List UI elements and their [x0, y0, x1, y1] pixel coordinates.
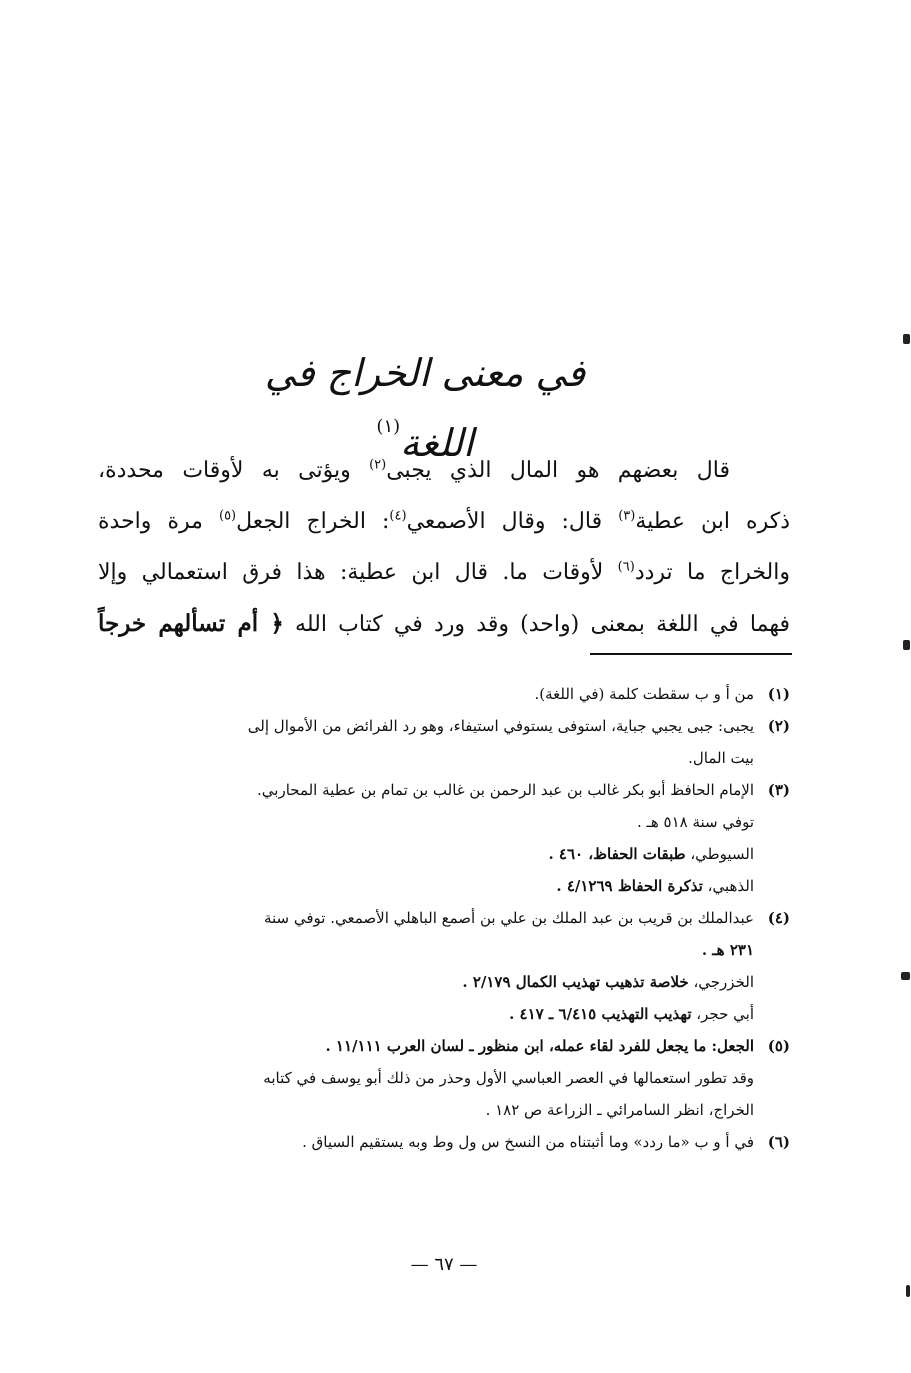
footnote-5	[98, 1030, 790, 1126]
title-footnote-ref: (١)	[376, 416, 401, 437]
body-text-segment: ويؤتى به لأوقات محددة،	[98, 458, 370, 483]
footnote-text: الجعل: ما يجعل للفرد لقاء عمله، ابن منظور ـ لسان العرب ١١/١١١ .	[325, 1037, 754, 1055]
reference-title: طبقات الحفاظ، ٤٦٠ .	[548, 845, 686, 863]
reference-title: تذكرة الحفاظ ٤/١٢٦٩ .	[556, 877, 703, 895]
quran-quote: ﴿ أم تسألهم خرجاً	[98, 610, 284, 637]
footnote-ref: (٢)	[369, 457, 387, 473]
chapter-title	[260, 338, 590, 465]
body-text-segment: قال بعضهم هو المال الذي يجبى	[386, 458, 730, 483]
footnote-text: في أ و ب «ما ردد» وما أثبتناه من النسخ س ول وط وبه يستقيم السياق .	[302, 1133, 754, 1151]
body-line-2	[98, 496, 790, 547]
footnote-continuation	[98, 934, 790, 966]
footnote-ref: (٦)	[617, 559, 635, 575]
footnote-number: (٥)	[767, 1037, 790, 1055]
footnote-continuation: الخراج، انظر السامرائي ـ الزراعة ص ١٨٢ .	[485, 1101, 754, 1119]
body-text-segment: مرة واحدة	[98, 509, 219, 534]
reference-author: السيوطي،	[685, 845, 754, 863]
footnote-number: (٢)	[767, 717, 790, 735]
scan-edge-mark	[901, 972, 910, 980]
main-paragraph	[98, 445, 790, 649]
reference-title: تهذيب التهذيب ٦/٤١٥ ـ ٤١٧ .	[509, 1005, 692, 1023]
scan-edge-mark	[903, 640, 910, 650]
reference-author: الذهبي،	[702, 877, 754, 895]
body-line-4	[98, 598, 790, 649]
footnote-3	[98, 774, 790, 902]
chapter-title-text: في معنى الخراج في اللغة	[264, 351, 586, 465]
footnote-6	[98, 1126, 790, 1158]
footnote-reference	[98, 966, 790, 998]
footnote-2	[98, 710, 790, 774]
reference-title: خلاصة تذهيب تهذيب الكمال ٢/١٧٩ .	[462, 973, 689, 991]
footnote-number: (١)	[767, 685, 790, 703]
reference-author: الخزرجي،	[688, 973, 754, 991]
footnote-continuation: توفي سنة ٥١٨ هـ .	[636, 813, 754, 831]
footnotes	[98, 678, 790, 1158]
body-line-1	[98, 445, 790, 496]
footnote-text: من أ و ب سقطت كلمة (في اللغة).	[534, 685, 754, 703]
footnote-reference	[98, 870, 790, 902]
footnote-separator	[590, 653, 792, 655]
body-text-segment: فهما في اللغة بمعنى (واحد) وقد ورد في كتاب الله	[295, 612, 790, 637]
body-text-segment: والخراج ما تردد	[634, 560, 790, 585]
body-line-3	[98, 547, 790, 598]
footnote-text: عبدالملك بن قريب بن عبد الملك بن علي بن أصمع الباهلي الأصمعي. توفي سنة	[263, 909, 754, 927]
footnote-ref: (٣)	[618, 508, 636, 524]
footnote-continuation: بيت المال.	[688, 749, 754, 767]
footnote-continuation: وقد تطور استعمالها في العصر العباسي الأول وحذر من ذلك أبو يوسف في كتابه	[263, 1069, 754, 1087]
footnote-number: (٦)	[767, 1133, 790, 1151]
body-text-segment: : الخراج الجعل	[236, 509, 390, 534]
footnote-4	[98, 902, 790, 1030]
body-text-segment: ذكره ابن عطية	[635, 509, 790, 534]
page-number: — ٦٧ —	[410, 1254, 478, 1275]
footnote-number: (٣)	[767, 781, 790, 799]
body-text-segment: لأوقات ما. قال ابن عطية: هذا فرق استعمالي وإلا	[98, 560, 618, 585]
footnote-ref: (٥)	[218, 508, 237, 524]
reference-author: أبي حجر،	[691, 1005, 754, 1023]
scan-edge-mark	[903, 334, 910, 344]
footnote-1	[98, 678, 790, 710]
footnote-number: (٤)	[767, 909, 790, 927]
body-text-segment: قال: وقال الأصمعي	[406, 509, 619, 534]
footnote-ref: (٤)	[389, 508, 407, 524]
death-year: ٢٣١ هـ .	[701, 941, 754, 959]
footnote-reference	[98, 838, 790, 870]
footnote-reference	[98, 998, 790, 1030]
footnote-text: يجبى: جبى يجبي جباية، استوفى يستوفي استيفاء، وهو رد الفرائض من الأموال إلى	[247, 717, 754, 735]
footnote-text: الإمام الحافظ أبو بكر غالب بن عبد الرحمن بن غالب بن تمام بن عطية المحاربي.	[257, 781, 754, 799]
scan-edge-mark	[906, 1285, 910, 1297]
